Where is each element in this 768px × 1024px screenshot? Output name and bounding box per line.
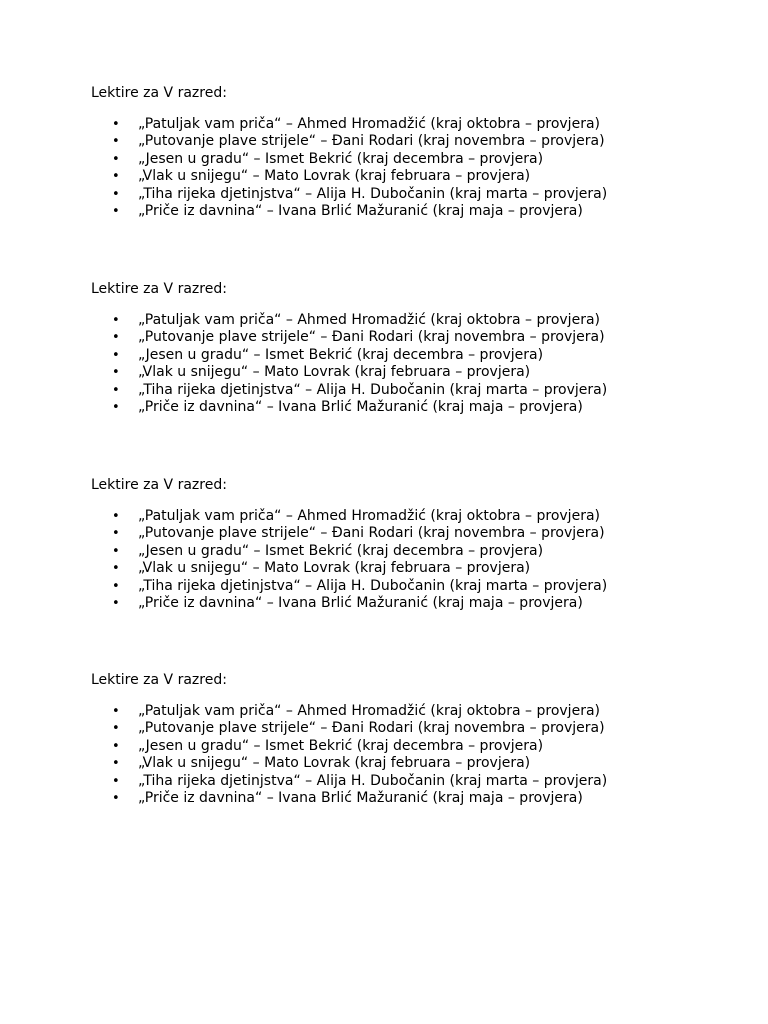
list-item-text: „Vlak u snijegu“ – Mato Lovrak (kraj februara – provjera) xyxy=(138,168,531,185)
list-item xyxy=(91,312,731,329)
list-heading: Lektire za V razred: xyxy=(91,672,227,688)
list-item xyxy=(91,329,731,346)
list-item xyxy=(91,347,731,364)
reading-list xyxy=(91,116,731,220)
list-item-text: „Tiha rijeka djetinjstva“ – Alija H. Dubočanin (kraj marta – provjera) xyxy=(138,772,608,789)
list-item xyxy=(91,116,731,133)
list-item xyxy=(91,186,731,203)
list-heading: Lektire za V razred: xyxy=(91,281,227,297)
list-item-text: „Jesen u gradu“ – Ismet Bekrić (kraj decembra – provjera) xyxy=(138,737,544,754)
bullet-icon: • xyxy=(112,773,120,789)
list-item xyxy=(91,543,731,560)
list-item-text: „Tiha rijeka djetinjstva“ – Alija H. Dubočanin (kraj marta – provjera) xyxy=(138,577,608,594)
list-item xyxy=(91,720,731,737)
list-item xyxy=(91,151,731,168)
list-item xyxy=(91,790,731,807)
list-item xyxy=(91,755,731,772)
list-item-text: „Patuljak vam priča“ – Ahmed Hromadžić (kraj oktobra – provjera) xyxy=(138,116,600,132)
bullet-icon: • xyxy=(112,365,120,381)
reading-list-block xyxy=(91,672,731,807)
list-item-text: „Patuljak vam priča“ – Ahmed Hromadžić (kraj oktobra – provjera) xyxy=(138,508,600,524)
list-item-text: „Priče iz davnina“ – Ivana Brlić Mažuranić (kraj maja – provjera) xyxy=(138,203,583,220)
bullet-icon: • xyxy=(112,313,120,328)
bullet-icon: • xyxy=(112,543,120,559)
reading-list-block xyxy=(91,281,731,416)
list-item-text: „Patuljak vam priča“ – Ahmed Hromadžić (kraj oktobra – provjera) xyxy=(138,703,600,719)
bullet-icon: • xyxy=(112,704,120,719)
bullet-icon: • xyxy=(112,382,120,398)
reading-list xyxy=(91,508,731,612)
bullet-icon: • xyxy=(112,117,120,132)
reading-list-block xyxy=(91,477,731,612)
list-item xyxy=(91,203,731,220)
list-item-text: „Tiha rijeka djetinjstva“ – Alija H. Dubočanin (kraj marta – provjera) xyxy=(138,185,608,202)
list-item xyxy=(91,773,731,790)
list-item-text: „Putovanje plave strijele“ – Đani Rodari (kraj novembra – provjera) xyxy=(138,329,605,346)
list-item-text: „Tiha rijeka djetinjstva“ – Alija H. Dubočanin (kraj marta – provjera) xyxy=(138,381,608,398)
list-item-text: „Jesen u gradu“ – Ismet Bekrić (kraj decembra – provjera) xyxy=(138,542,544,559)
bullet-icon: • xyxy=(112,791,120,807)
list-item-text: „Priče iz davnina“ – Ivana Brlić Mažuranić (kraj maja – provjera) xyxy=(138,790,583,807)
list-item-text: „Putovanje plave strijele“ – Đani Rodari (kraj novembra – provjera) xyxy=(138,133,605,150)
bullet-icon: • xyxy=(112,578,120,594)
list-item xyxy=(91,508,731,525)
bullet-icon: • xyxy=(112,756,120,772)
list-item xyxy=(91,595,731,612)
bullet-icon: • xyxy=(112,186,120,202)
list-item-text: „Vlak u snijegu“ – Mato Lovrak (kraj februara – provjera) xyxy=(138,755,531,772)
list-item-text: „Putovanje plave strijele“ – Đani Rodari (kraj novembra – provjera) xyxy=(138,525,605,542)
list-item xyxy=(91,364,731,381)
list-heading: Lektire za V razred: xyxy=(91,477,227,493)
list-item-text: „Jesen u gradu“ – Ismet Bekrić (kraj decembra – provjera) xyxy=(138,346,544,363)
reading-list-block xyxy=(91,85,731,220)
bullet-icon: • xyxy=(112,347,120,363)
list-item xyxy=(91,168,731,185)
list-item-text: „Patuljak vam priča“ – Ahmed Hromadžić (kraj oktobra – provjera) xyxy=(138,312,600,328)
list-item-text: „Priče iz davnina“ – Ivana Brlić Mažuranić (kraj maja – provjera) xyxy=(138,595,583,612)
bullet-icon: • xyxy=(112,204,120,220)
list-item-text: „Vlak u snijegu“ – Mato Lovrak (kraj februara – provjera) xyxy=(138,560,531,577)
list-item xyxy=(91,560,731,577)
list-item xyxy=(91,703,731,720)
list-item xyxy=(91,382,731,399)
reading-list xyxy=(91,312,731,416)
list-item xyxy=(91,399,731,416)
list-item xyxy=(91,738,731,755)
list-heading: Lektire za V razred: xyxy=(91,85,227,101)
list-item-text: „Jesen u gradu“ – Ismet Bekrić (kraj decembra – provjera) xyxy=(138,150,544,167)
bullet-icon: • xyxy=(112,509,120,524)
bullet-icon: • xyxy=(112,526,120,542)
bullet-icon: • xyxy=(112,596,120,612)
bullet-icon: • xyxy=(112,561,120,577)
reading-list xyxy=(91,703,731,807)
bullet-icon: • xyxy=(112,330,120,346)
bullet-icon: • xyxy=(112,721,120,737)
list-item xyxy=(91,525,731,542)
list-item-text: „Vlak u snijegu“ – Mato Lovrak (kraj februara – provjera) xyxy=(138,364,531,381)
bullet-icon: • xyxy=(112,738,120,754)
list-item xyxy=(91,133,731,150)
bullet-icon: • xyxy=(112,134,120,150)
bullet-icon: • xyxy=(112,400,120,416)
list-item-text: „Putovanje plave strijele“ – Đani Rodari (kraj novembra – provjera) xyxy=(138,720,605,737)
list-item xyxy=(91,578,731,595)
bullet-icon: • xyxy=(112,151,120,167)
bullet-icon: • xyxy=(112,169,120,185)
list-item-text: „Priče iz davnina“ – Ivana Brlić Mažuranić (kraj maja – provjera) xyxy=(138,399,583,416)
